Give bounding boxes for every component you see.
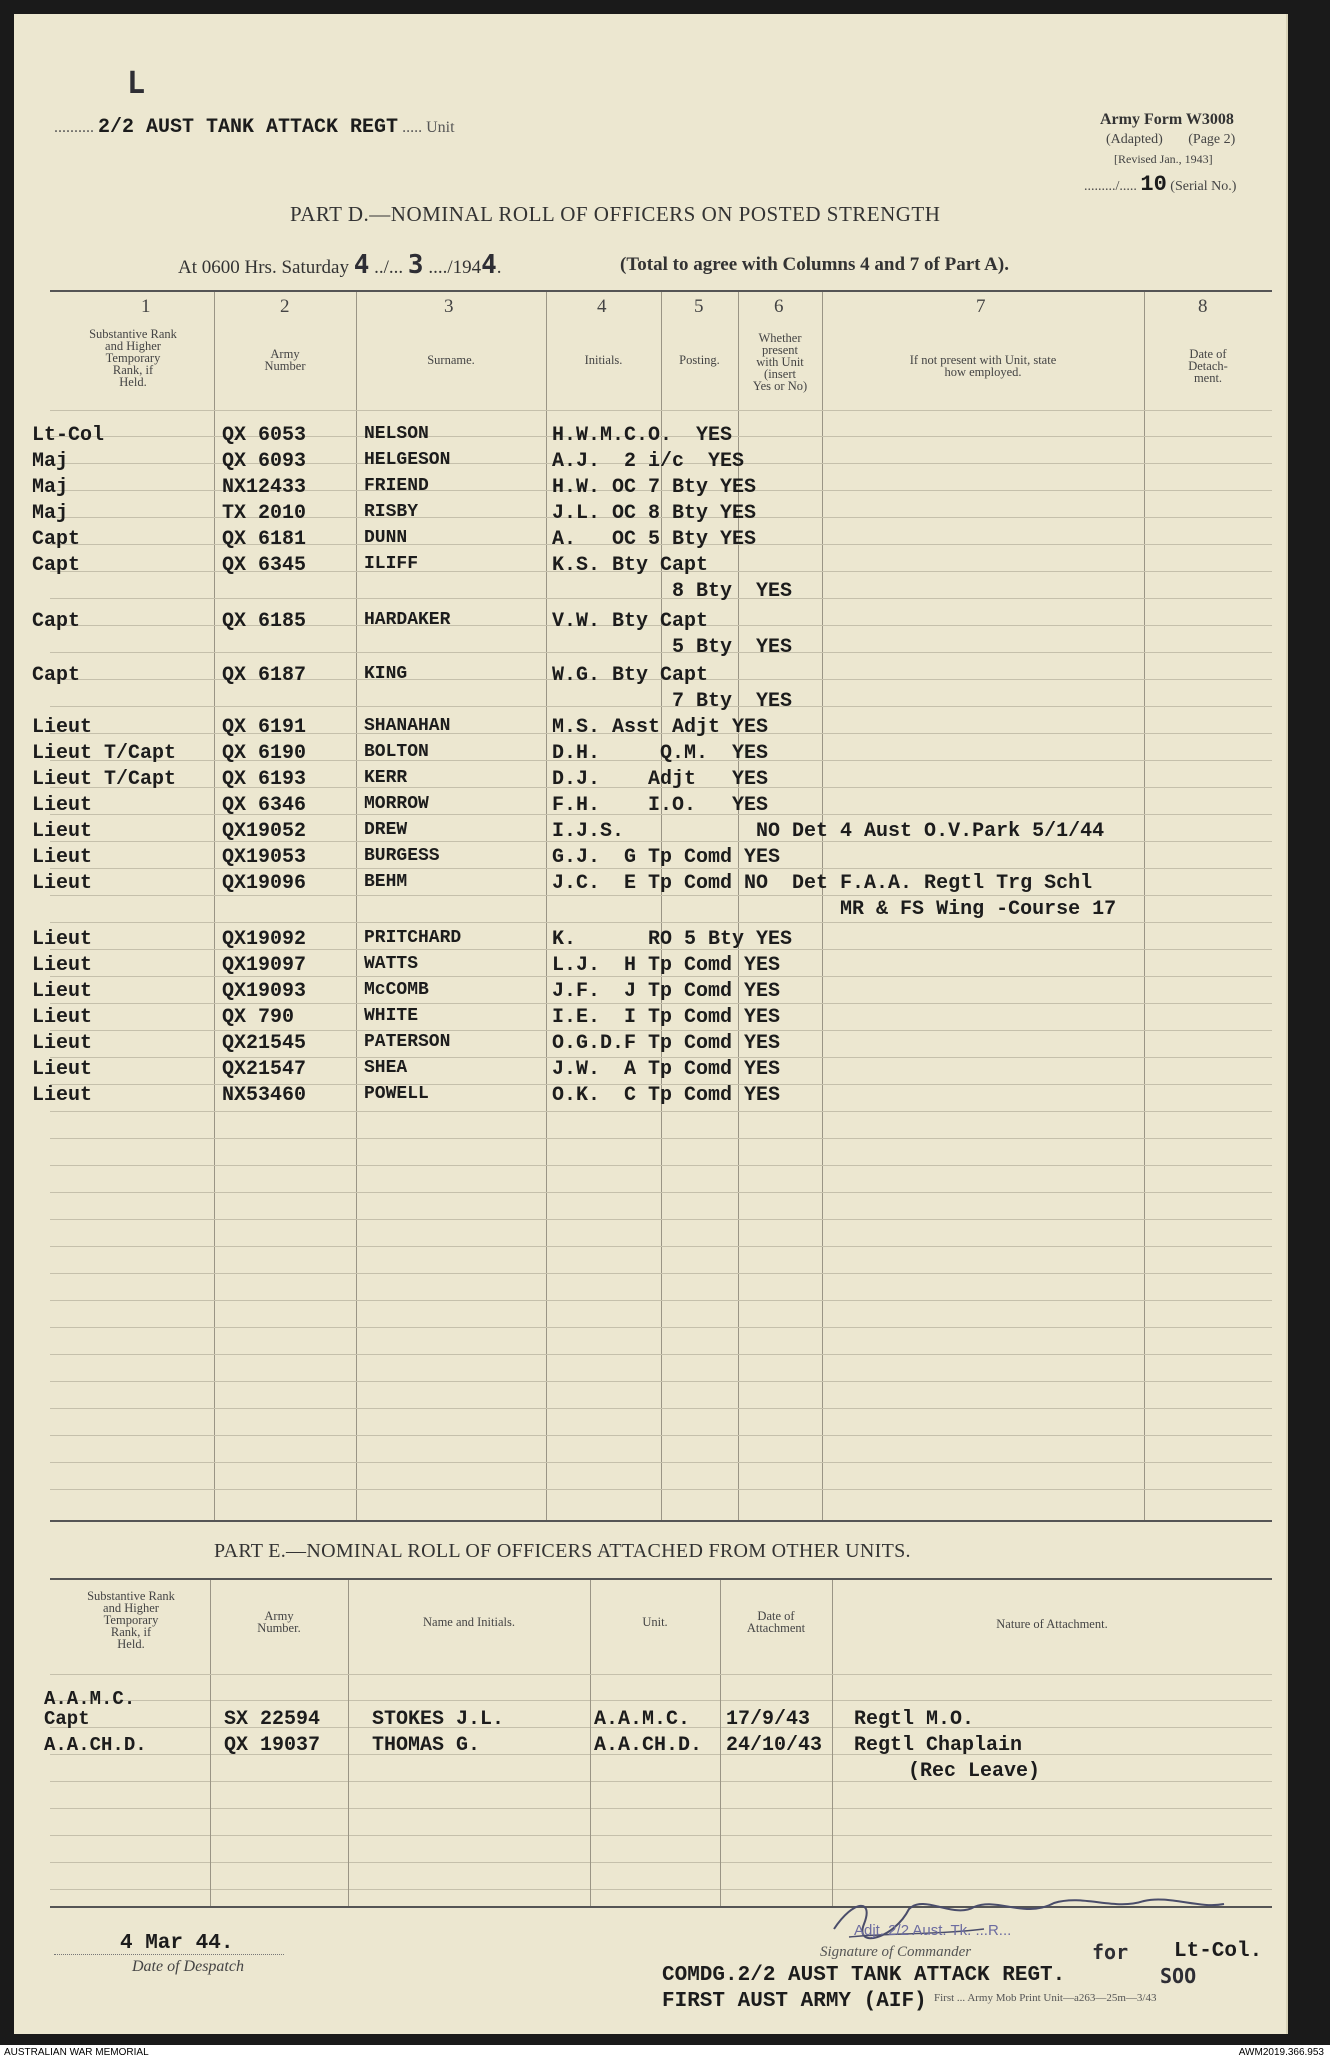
ruled-line — [50, 1462, 1272, 1463]
row-rank: Lieut — [32, 820, 93, 843]
row-surname: SHEA — [364, 1058, 408, 1078]
row-details: W.G. Bty Capt — [552, 664, 709, 687]
adjt-stamp: Adjt. 2/2 Aust. Tk. ...R... — [854, 1922, 1012, 1939]
ruled-line — [50, 1030, 1272, 1031]
row-surname: DUNN — [364, 528, 408, 548]
row-army-number: NX12433 — [222, 476, 307, 499]
e-row-rank-top: A.A.M.C. — [44, 1688, 136, 1710]
col-header-rank: Substantive Rank and Higher Temporary Rank, if Held. — [89, 327, 177, 389]
ruled-line — [50, 1192, 1272, 1193]
row-rank: Capt — [32, 528, 81, 551]
e-row-army-number: SX 22594 — [224, 1708, 321, 1731]
e-header-unit: Unit. — [642, 1615, 668, 1629]
despatch-dots — [54, 1954, 284, 1955]
army-line: FIRST AUST ARMY (AIF) — [662, 1990, 927, 2013]
month-value: 3 — [407, 250, 424, 280]
e-row-nature: (Rec Leave) — [908, 1760, 1041, 1783]
row-rank: Capt — [32, 664, 81, 687]
row-details: O.K. C Tp Comd YES — [552, 1084, 781, 1107]
row-army-number: QX19097 — [222, 954, 307, 977]
row-surname: MORROW — [364, 794, 429, 814]
row-rank: Capt — [32, 610, 81, 633]
row-rank: Lieut — [32, 1084, 93, 1107]
row-army-number: TX 2010 — [222, 502, 307, 525]
row-surname: HELGESON — [364, 450, 451, 470]
e-row-date: 17/9/43 — [726, 1708, 811, 1731]
date-sep-1: ../... — [374, 257, 404, 278]
row-rank: Lieut — [32, 846, 93, 869]
for-text: for — [1092, 1940, 1129, 1964]
comdg-line: COMDG.2/2 AUST TANK ATTACK REGT. — [662, 1964, 1066, 1987]
row-rank: Maj — [32, 450, 69, 473]
serial-line — [1084, 172, 1236, 197]
e-row-rank: A.A.CH.D. — [44, 1734, 147, 1756]
row-rank: Lieut — [32, 980, 93, 1003]
e-row-name: STOKES J.L. — [372, 1708, 505, 1731]
e-header-name: Name and Initials. — [423, 1615, 515, 1629]
row-details: 5 Bty YES — [552, 636, 793, 659]
row-surname: WHITE — [364, 1006, 419, 1026]
ruled-line — [50, 1138, 1272, 1139]
form-revised: [Revised Jan., 1943] — [1114, 152, 1213, 166]
row-rank: Lieut — [32, 716, 93, 739]
row-surname: DREW — [364, 820, 408, 840]
col-header-present: Whether present with Unit (insert Yes or No) — [752, 331, 808, 393]
document-page — [14, 14, 1288, 2034]
ruled-line — [50, 895, 1272, 896]
row-details: O.G.D.F Tp Comd YES — [552, 1032, 781, 1055]
ruled-line — [50, 1781, 1272, 1782]
ruled-line — [50, 1003, 1272, 1004]
ruled-line — [50, 1862, 1272, 1863]
row-details: K.S. Bty Capt — [552, 554, 709, 577]
col-number: 6 — [774, 296, 784, 317]
ruled-line — [50, 1700, 1272, 1701]
date-sep-2: ..../19 — [428, 257, 472, 278]
row-army-number: QX 6185 — [222, 610, 307, 633]
row-surname: BOLTON — [364, 742, 429, 762]
part-e-title: PART E.—NOMINAL ROLL OF OFFICERS ATTACHED FROM OTHER UNITS. — [214, 1540, 911, 1562]
row-surname: PRITCHARD — [364, 928, 462, 948]
row-details: D.H. Q.M. YES — [552, 742, 769, 765]
row-details: H.W. OC 7 Bty YES — [552, 476, 757, 499]
row-rank: Maj — [32, 476, 69, 499]
row-details: F.H. I.O. YES — [552, 794, 769, 817]
row-surname: ILIFF — [364, 554, 419, 574]
ruled-line — [50, 1246, 1272, 1247]
col-header-posting: Posting. — [679, 353, 720, 367]
e-header-date: Date of Attachment — [746, 1609, 806, 1635]
col-divider — [590, 1580, 591, 1906]
row-rank: Lieut — [32, 794, 93, 817]
col-header-detachment: Date of Detach- ment. — [1188, 347, 1228, 385]
e-row-rank: Capt — [44, 1708, 90, 1730]
e-row-unit: A.A.CH.D. — [594, 1734, 703, 1757]
row-details: 7 Bty YES — [552, 690, 793, 713]
col-number: 1 — [141, 296, 151, 317]
e-header-nature: Nature of Attachment. — [996, 1617, 1108, 1631]
archive-left: AUSTRALIAN WAR MEMORIAL — [4, 2047, 149, 2058]
row-army-number: QX 6181 — [222, 528, 307, 551]
row-army-number: QX19053 — [222, 846, 307, 869]
e-row-nature: Regtl Chaplain — [854, 1734, 1023, 1757]
row-rank: Lieut — [32, 1006, 93, 1029]
col-divider — [210, 1580, 211, 1906]
row-surname: FRIEND — [364, 476, 429, 496]
form-number: Army Form W3008 — [1100, 111, 1234, 128]
row-surname: HARDAKER — [364, 610, 451, 630]
col-header-employment: If not present with Unit, state how employed. — [909, 353, 1057, 379]
row-rank: Capt — [32, 554, 81, 577]
adapted-text: (Adapted) — [1106, 132, 1163, 147]
row-details: A.J. 2 i/c YES — [552, 450, 745, 473]
row-rank: Lt-Col — [32, 424, 105, 447]
row-rank: Maj — [32, 502, 69, 525]
serial-value: 10 — [1140, 172, 1167, 197]
ruled-line — [50, 1435, 1272, 1436]
row-army-number: QX 6093 — [222, 450, 307, 473]
ruled-line — [50, 1354, 1272, 1355]
row-details: I.J.S. NO Det 4 Aust O.V.Park 5/1/44 — [552, 820, 1105, 843]
row-details: L.J. H Tp Comd YES — [552, 954, 781, 977]
part-d-title: PART D.—NOMINAL ROLL OF OFFICERS ON POSTED STRENGTH — [290, 202, 941, 226]
print-note: First ... Army Mob Print Unit—a263—25m—3/43 — [934, 1992, 1157, 2004]
col-divider — [720, 1580, 721, 1906]
serial-label: (Serial No.) — [1170, 179, 1237, 194]
ruled-line — [50, 922, 1272, 923]
row-details: J.C. E Tp Comd NO Det F.A.A. Regtl Trg Schl — [552, 872, 1093, 895]
header-underline — [50, 410, 1272, 411]
row-surname: BEHM — [364, 872, 408, 892]
unit-prefix-dots: .......... — [54, 119, 94, 136]
row-army-number: QX 6187 — [222, 664, 307, 687]
ruled-line — [50, 1835, 1272, 1836]
day-value: 4 — [353, 250, 370, 280]
so-text: SOO — [1160, 1964, 1197, 1988]
row-details: I.E. I Tp Comd YES — [552, 1006, 781, 1029]
part-e-top-rule — [50, 1578, 1272, 1580]
row-army-number: QX 6345 — [222, 554, 307, 577]
row-army-number: QX 6053 — [222, 424, 307, 447]
row-surname: PATERSON — [364, 1032, 451, 1052]
row-army-number: QX 6191 — [222, 716, 307, 739]
row-army-number: QX21547 — [222, 1058, 307, 1081]
row-surname: KING — [364, 664, 408, 684]
row-army-number: QX 790 — [222, 1006, 295, 1029]
year-suffix: 4 — [481, 250, 497, 280]
ruled-line — [50, 1273, 1272, 1274]
year-prefix: 4 — [471, 257, 482, 278]
row-rank: Lieut T/Capt — [32, 768, 177, 791]
row-details: MR & FS Wing -Course 17 — [552, 898, 1117, 921]
row-rank: Lieut — [32, 954, 93, 977]
row-details: 8 Bty YES — [552, 580, 793, 603]
row-rank: Lieut — [32, 1058, 93, 1081]
col-number: 2 — [280, 296, 290, 317]
col-divider — [832, 1580, 833, 1906]
col-number: 4 — [597, 296, 607, 317]
total-note: (Total to agree with Columns 4 and 7 of Part A). — [620, 254, 1009, 275]
row-rank: Lieut — [32, 1032, 93, 1055]
e-row-army-number: QX 19037 — [224, 1734, 321, 1757]
part-d-bottom-rule — [50, 1520, 1272, 1522]
despatch-label: Date of Despatch — [132, 1958, 244, 1975]
row-army-number: QX21545 — [222, 1032, 307, 1055]
row-army-number: QX19052 — [222, 820, 307, 843]
unit-line — [54, 116, 455, 139]
col-divider — [356, 292, 357, 1520]
at-hrs-label: At 0600 Hrs. Saturday — [178, 257, 349, 278]
despatch-date: 4 Mar 44. — [120, 1932, 234, 1955]
col-divider — [348, 1580, 349, 1906]
ruled-line — [50, 1808, 1272, 1809]
unit-label: Unit — [426, 119, 455, 136]
e-row-name: THOMAS G. — [372, 1734, 481, 1757]
row-army-number: QX19096 — [222, 872, 307, 895]
row-surname: WATTS — [364, 954, 419, 974]
col-number: 8 — [1198, 296, 1208, 317]
ruled-line — [50, 1300, 1272, 1301]
row-details: J.L. OC 8 Bty YES — [552, 502, 757, 525]
row-army-number: QX 6346 — [222, 794, 307, 817]
row-rank: Lieut T/Capt — [32, 742, 177, 765]
col-divider — [1144, 292, 1145, 1520]
row-surname: KERR — [364, 768, 408, 788]
row-details: M.S. Asst Adjt YES — [552, 716, 769, 739]
ruled-line — [50, 1327, 1272, 1328]
row-army-number: QX19093 — [222, 980, 307, 1003]
e-header-underline — [50, 1674, 1272, 1675]
col-header-army-number: Army Number — [264, 347, 306, 373]
col-header-initials: Initials. — [584, 353, 623, 367]
row-army-number: NX53460 — [222, 1084, 307, 1107]
col-number: 5 — [694, 296, 704, 317]
row-details: V.W. Bty Capt — [552, 610, 709, 633]
form-adapted — [1106, 132, 1235, 148]
row-details: H.W.M.C.O. YES — [552, 424, 733, 447]
e-row-unit: A.A.M.C. — [594, 1708, 691, 1731]
row-army-number: QX 6193 — [222, 768, 307, 791]
row-rank: Lieut — [32, 928, 93, 951]
row-details: K. RO 5 Bty YES — [552, 928, 793, 951]
ruled-line — [50, 1381, 1272, 1382]
at-hrs-line: At 0600 Hrs. Saturday 4 ../... 3 ..../1944. — [178, 250, 502, 280]
signature-label: Signature of Commander — [820, 1944, 972, 1960]
row-surname: McCOMB — [364, 980, 429, 1000]
row-details: G.J. G Tp Comd YES — [552, 846, 781, 869]
e-header-army-number: Army Number. — [257, 1609, 301, 1635]
rank-after: Lt-Col. — [1174, 1940, 1263, 1963]
row-details: J.F. J Tp Comd YES — [552, 980, 781, 1003]
row-surname: BURGESS — [364, 846, 440, 866]
row-rank: Lieut — [32, 872, 93, 895]
col-divider — [214, 292, 215, 1520]
corner-mark: L — [127, 66, 146, 101]
e-row-date: 24/10/43 — [726, 1734, 823, 1757]
row-surname: SHANAHAN — [364, 716, 451, 736]
e-row-nature: Regtl M.O. — [854, 1708, 975, 1731]
row-surname: NELSON — [364, 424, 429, 444]
row-details: D.J. Adjt YES — [552, 768, 769, 791]
row-surname: POWELL — [364, 1084, 429, 1104]
row-surname: RISBY — [364, 502, 419, 522]
row-army-number: QX 6190 — [222, 742, 307, 765]
archive-right: AWM2019.366.953 — [1238, 2047, 1324, 2058]
col-number: 3 — [444, 296, 454, 317]
col-number: 7 — [976, 296, 986, 317]
row-army-number: QX19092 — [222, 928, 307, 951]
ruled-line — [50, 1111, 1272, 1112]
serial-dots: ........./..... — [1084, 179, 1137, 194]
col-header-surname: Surname. — [427, 353, 475, 367]
page-text: (Page 2) — [1188, 132, 1236, 147]
unit-suffix-dots: ..... — [402, 119, 423, 136]
col-divider — [546, 292, 547, 1520]
e-header-rank: Substantive Rank and Higher Temporary Rank, if Held. — [87, 1589, 175, 1651]
unit-value: 2/2 AUST TANK ATTACK REGT — [98, 116, 399, 139]
ruled-line — [50, 1219, 1272, 1220]
ruled-line — [50, 1165, 1272, 1166]
row-details: J.W. A Tp Comd YES — [552, 1058, 781, 1081]
archive-bar — [0, 2045, 1330, 2061]
row-details: A. OC 5 Bty YES — [552, 528, 757, 551]
ruled-line — [50, 1408, 1272, 1409]
ruled-line — [50, 1489, 1272, 1490]
